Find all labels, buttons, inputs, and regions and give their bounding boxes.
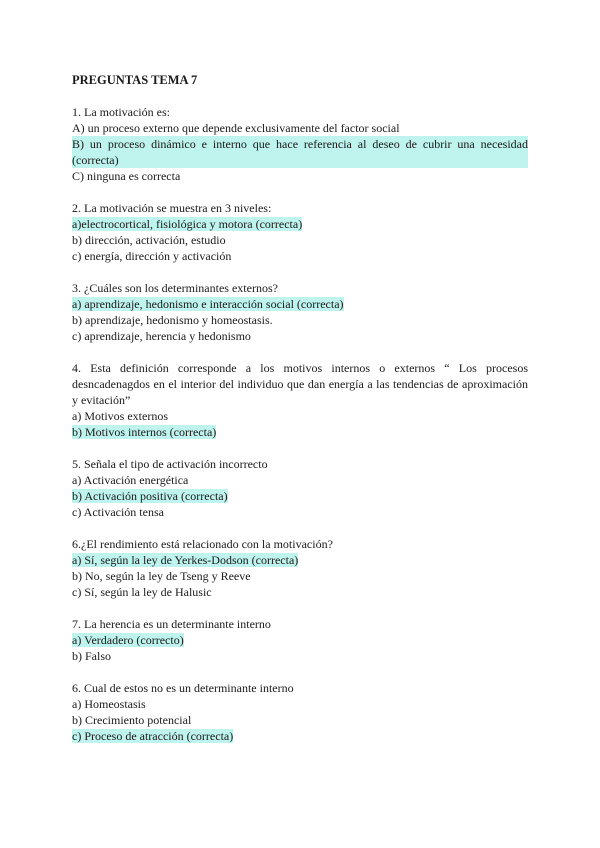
question-1 [72,104,528,184]
answer-option: a) Motivos externos [72,409,168,423]
question-4 [72,360,528,440]
answer-option: a) Activación energética [72,473,189,487]
answer-option: A) un proceso externo que depende exclusivamente del factor social [72,121,400,135]
document-title: PREGUNTAS TEMA 7 [72,73,198,87]
question-3 [72,280,528,344]
answer-option: b) aprendizaje, hedonismo y homeostasis. [72,313,273,327]
answer-option-correct: a)electrocortical, fisiológica y motora (correcta) [72,217,303,231]
answer-option-correct: a) Sí, según la ley de Yerkes-Dodson (correcta) [72,553,299,567]
question-stem: 3. ¿Cuáles son los determinantes externos? [72,281,278,295]
question-7 [72,616,528,664]
question-stem: 2. La motivación se muestra en 3 niveles: [72,201,272,215]
question-5 [72,456,528,520]
question-2 [72,200,528,264]
question-stem: 4. Esta definición corresponde a los motivos internos o externos “ Los procesos desncadenagdos en el interior del individuo que dan energía a las tendencias de aproximación y evitación” [72,361,528,407]
answer-option-correct: a) Verdadero (correcto) [72,633,184,647]
document-page [72,72,528,760]
question-stem: 6. Cual de estos no es un determinante interno [72,681,294,695]
answer-option: b) No, según la ley de Tseng y Reeve [72,569,251,583]
question-stem: 6.¿El rendimiento está relacionado con la motivación? [72,537,333,551]
answer-option: c) energía, dirección y activación [72,249,232,263]
answer-option: b) Falso [72,649,111,663]
question-8 [72,680,528,744]
question-stem: 5. Señala el tipo de activación incorrecto [72,457,268,471]
answer-option: b) Crecimiento potencial [72,713,192,727]
answer-option-correct: b) Motivos internos (correcta) [72,425,217,439]
answer-option-correct: c) Proceso de atracción (correcta) [72,729,234,743]
question-stem: 1. La motivación es: [72,105,170,119]
answer-option: c) aprendizaje, herencia y hedonismo [72,329,251,343]
answer-option: b) dirección, activación, estudio [72,233,226,247]
answer-option-correct: B) un proceso dinámico e interno que hace referencia al deseo de cubrir una necesidad (correcta) [72,137,528,167]
answer-option: C) ninguna es correcta [72,169,181,183]
question-stem: 7. La herencia es un determinante interno [72,617,271,631]
answer-option-correct: a) aprendizaje, hedonismo e interacción social (correcta) [72,297,344,311]
answer-option: c) Sí, según la ley de Halusic [72,585,212,599]
question-6 [72,536,528,600]
answer-option: c) Activación tensa [72,505,164,519]
answer-option: a) Homeostasis [72,697,146,711]
answer-option-correct: b) Activación positiva (correcta) [72,489,228,503]
